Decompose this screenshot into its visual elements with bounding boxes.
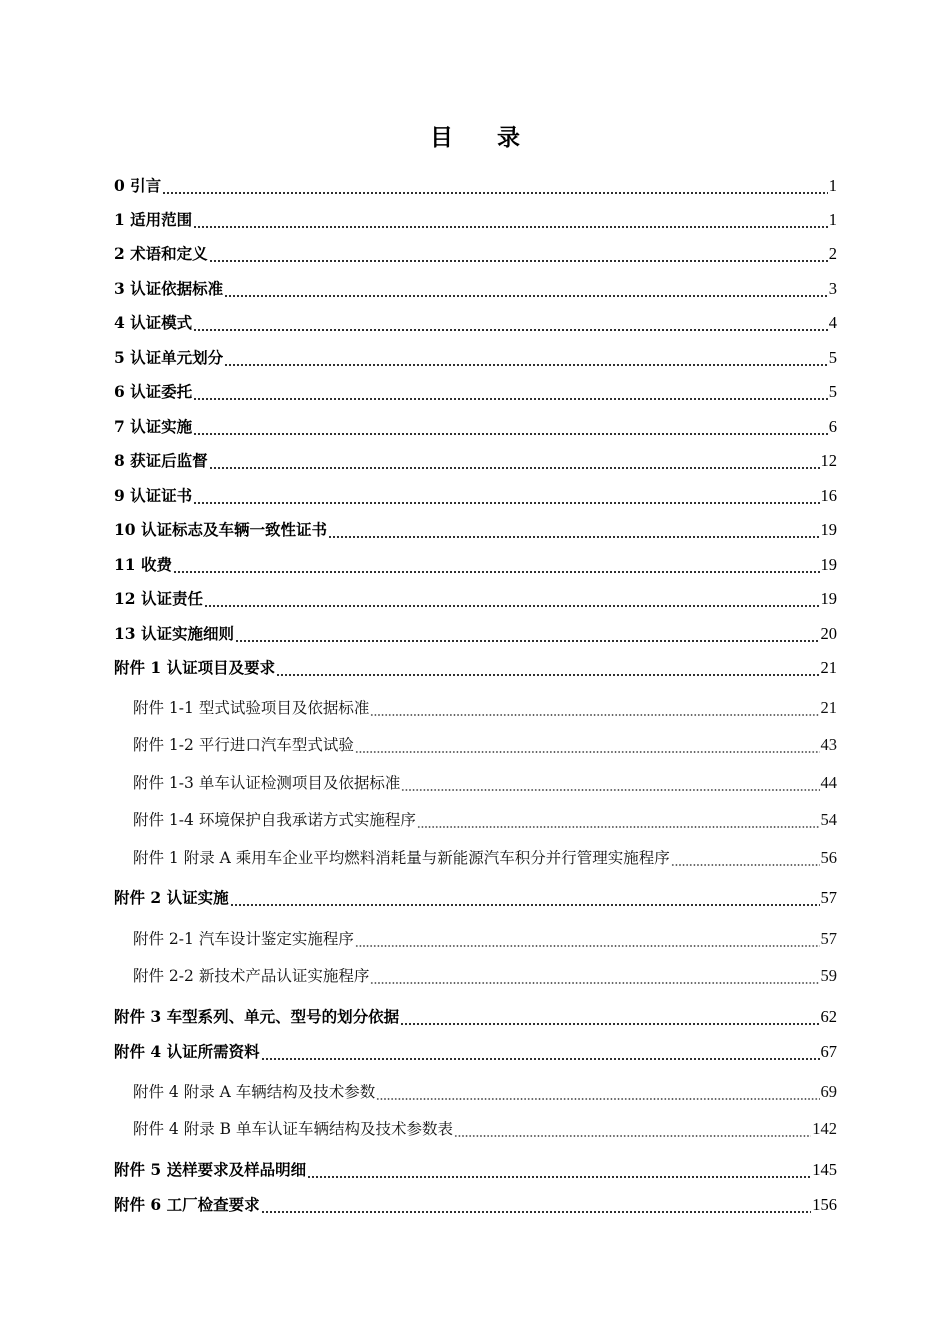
- toc-page-number: 57: [820, 888, 837, 907]
- toc-entry[interactable]: [133, 963, 837, 989]
- toc-entry-title: 附件 1-3 单车认证检测项目及依据标准: [133, 774, 401, 792]
- toc-entry-title: 附件 1-1 型式试验项目及依据标准: [133, 699, 370, 717]
- toc-entry[interactable]: [133, 1079, 837, 1105]
- toc-entry-title: 10 认证标志及车辆一致性证书: [114, 520, 327, 539]
- toc-entry-title: 1 适用范围: [114, 210, 193, 229]
- toc-entry-title: 4 认证模式: [114, 313, 193, 332]
- dot-leader: [276, 655, 819, 681]
- toc-entry[interactable]: [114, 885, 837, 911]
- toc-entry-title: 0 引言: [114, 176, 162, 195]
- toc-page-number: 21: [820, 658, 837, 677]
- toc-entry-title: 附件 4 附录 A 车辆结构及技术参数: [133, 1083, 376, 1101]
- toc-entry-title: 12 认证责任: [114, 589, 203, 608]
- toc-entry[interactable]: [114, 621, 837, 647]
- toc-entry-title: 附件 6 工厂检查要求: [114, 1195, 260, 1214]
- toc-entry-title: 6 认证委托: [114, 382, 193, 401]
- dot-leader: [209, 241, 828, 267]
- toc-entry[interactable]: [114, 483, 837, 509]
- toc-page-number: 2: [828, 244, 837, 263]
- toc-entry-title: 11 收费: [114, 555, 172, 574]
- toc-entry-title: 附件 4 附录 B 单车认证车辆结构及技术参数表: [133, 1120, 453, 1138]
- toc-entry[interactable]: [114, 345, 837, 371]
- toc-entry[interactable]: [133, 695, 837, 721]
- dot-leader: [261, 1039, 820, 1065]
- dot-leader: [355, 926, 820, 952]
- toc-page-number: 54: [820, 810, 837, 829]
- toc-page-number: 1: [828, 176, 837, 195]
- toc-page-number: 19: [820, 589, 837, 608]
- dot-leader: [355, 732, 820, 758]
- dot-leader: [193, 310, 828, 336]
- toc-page-number: 59: [820, 966, 837, 985]
- dot-leader: [307, 1157, 811, 1183]
- toc-entry[interactable]: [114, 310, 837, 336]
- toc-page-number: 19: [820, 520, 837, 539]
- toc-page-number: 43: [820, 735, 837, 754]
- toc-page-number: 5: [828, 382, 837, 401]
- dot-leader: [376, 1079, 819, 1105]
- toc-entry[interactable]: [114, 414, 837, 440]
- toc-page-number: 21: [820, 698, 837, 717]
- dot-leader: [193, 483, 819, 509]
- toc-page-number: 3: [828, 279, 837, 298]
- dot-leader: [400, 1004, 819, 1030]
- toc-page-number: 20: [820, 624, 837, 643]
- toc-entry-title: 附件 2 认证实施: [114, 888, 229, 907]
- toc-page-number: 67: [820, 1042, 837, 1061]
- dot-leader: [370, 695, 819, 721]
- dot-leader: [173, 552, 820, 578]
- toc-page-number: 62: [820, 1007, 837, 1026]
- toc-entry[interactable]: [114, 173, 837, 199]
- toc-page-number: 1: [828, 210, 837, 229]
- dot-leader: [193, 414, 828, 440]
- toc-entry[interactable]: [114, 655, 837, 681]
- toc-entry-title: 7 认证实施: [114, 417, 193, 436]
- dot-leader: [454, 1116, 811, 1142]
- toc-entry[interactable]: [114, 379, 837, 405]
- toc-entry-title: 附件 2-1 汽车设计鉴定实施程序: [133, 930, 354, 948]
- toc-entry-title: 附件 5 送样要求及样品明细: [114, 1160, 307, 1179]
- toc-entry-title: 13 认证实施细则: [114, 624, 234, 643]
- toc-page-number: 142: [812, 1119, 837, 1138]
- toc-entry-title: 附件 2-2 新技术产品认证实施程序: [133, 967, 370, 985]
- dot-leader: [224, 276, 828, 302]
- dot-leader: [370, 963, 819, 989]
- toc-page-number: 57: [820, 929, 837, 948]
- toc-page-number: 12: [820, 451, 837, 470]
- toc-entry[interactable]: [114, 1039, 837, 1065]
- dot-leader: [671, 845, 820, 871]
- toc-entry[interactable]: [133, 770, 837, 796]
- toc-entry[interactable]: [133, 845, 837, 871]
- toc-page-number: 56: [820, 848, 837, 867]
- dot-leader: [224, 345, 828, 371]
- toc-page-number: 5: [828, 348, 837, 367]
- toc-entry-title: 附件 1 附录 A 乘用车企业平均燃料消耗量与新能源汽车积分并行管理实施程序: [133, 849, 670, 867]
- toc-entry-title: 5 认证单元划分: [114, 348, 224, 367]
- toc-page-number: 6: [828, 417, 837, 436]
- dot-leader: [261, 1192, 812, 1218]
- dot-leader: [417, 807, 820, 833]
- toc-entry[interactable]: [133, 732, 837, 758]
- toc-entry-title: 附件 1-4 环境保护自我承诺方式实施程序: [133, 811, 416, 829]
- toc-page-number: 4: [828, 313, 837, 332]
- toc-entry[interactable]: [114, 1004, 837, 1030]
- toc-title: 目 录: [429, 124, 538, 151]
- toc-entry-title: 附件 4 认证所需资料: [114, 1042, 260, 1061]
- dot-leader: [209, 448, 820, 474]
- toc-entry-title: 3 认证依据标准: [114, 279, 224, 298]
- dot-leader: [193, 207, 828, 233]
- toc-entry-title: 2 术语和定义: [114, 244, 208, 263]
- toc-entry[interactable]: [114, 517, 837, 543]
- dot-leader: [235, 621, 820, 647]
- toc-entry-title: 9 认证证书: [114, 486, 193, 505]
- toc-page-number: 156: [812, 1195, 837, 1214]
- toc-page-number: 19: [820, 555, 837, 574]
- toc-entry[interactable]: [133, 807, 837, 833]
- dot-leader: [204, 586, 820, 612]
- toc-entry[interactable]: [114, 241, 837, 267]
- toc-entry-title: 附件 1-2 平行进口汽车型式试验: [133, 736, 354, 754]
- toc-entry-title: 附件 3 车型系列、单元、型号的划分依据: [114, 1007, 400, 1026]
- dot-leader: [230, 885, 820, 911]
- toc-entry[interactable]: [114, 448, 837, 474]
- toc-entry[interactable]: [114, 276, 837, 302]
- dot-leader: [328, 517, 820, 543]
- toc-entry[interactable]: [133, 1116, 837, 1142]
- toc-entry[interactable]: [114, 207, 837, 233]
- toc-page-number: 44: [820, 773, 837, 792]
- dot-leader: [193, 379, 828, 405]
- toc-page-number: 16: [820, 486, 837, 505]
- dot-leader: [162, 173, 828, 199]
- toc-entry-title: 附件 1 认证项目及要求: [114, 658, 276, 677]
- toc-entry[interactable]: [114, 552, 837, 578]
- toc-entry-title: 8 获证后监督: [114, 451, 208, 470]
- toc-entry[interactable]: [114, 586, 837, 612]
- toc-entry[interactable]: [133, 926, 837, 952]
- toc-page-number: 145: [812, 1160, 837, 1179]
- dot-leader: [401, 770, 819, 796]
- toc-entry[interactable]: [114, 1192, 837, 1218]
- toc-page-number: 69: [820, 1082, 837, 1101]
- toc-entry[interactable]: [114, 1157, 837, 1183]
